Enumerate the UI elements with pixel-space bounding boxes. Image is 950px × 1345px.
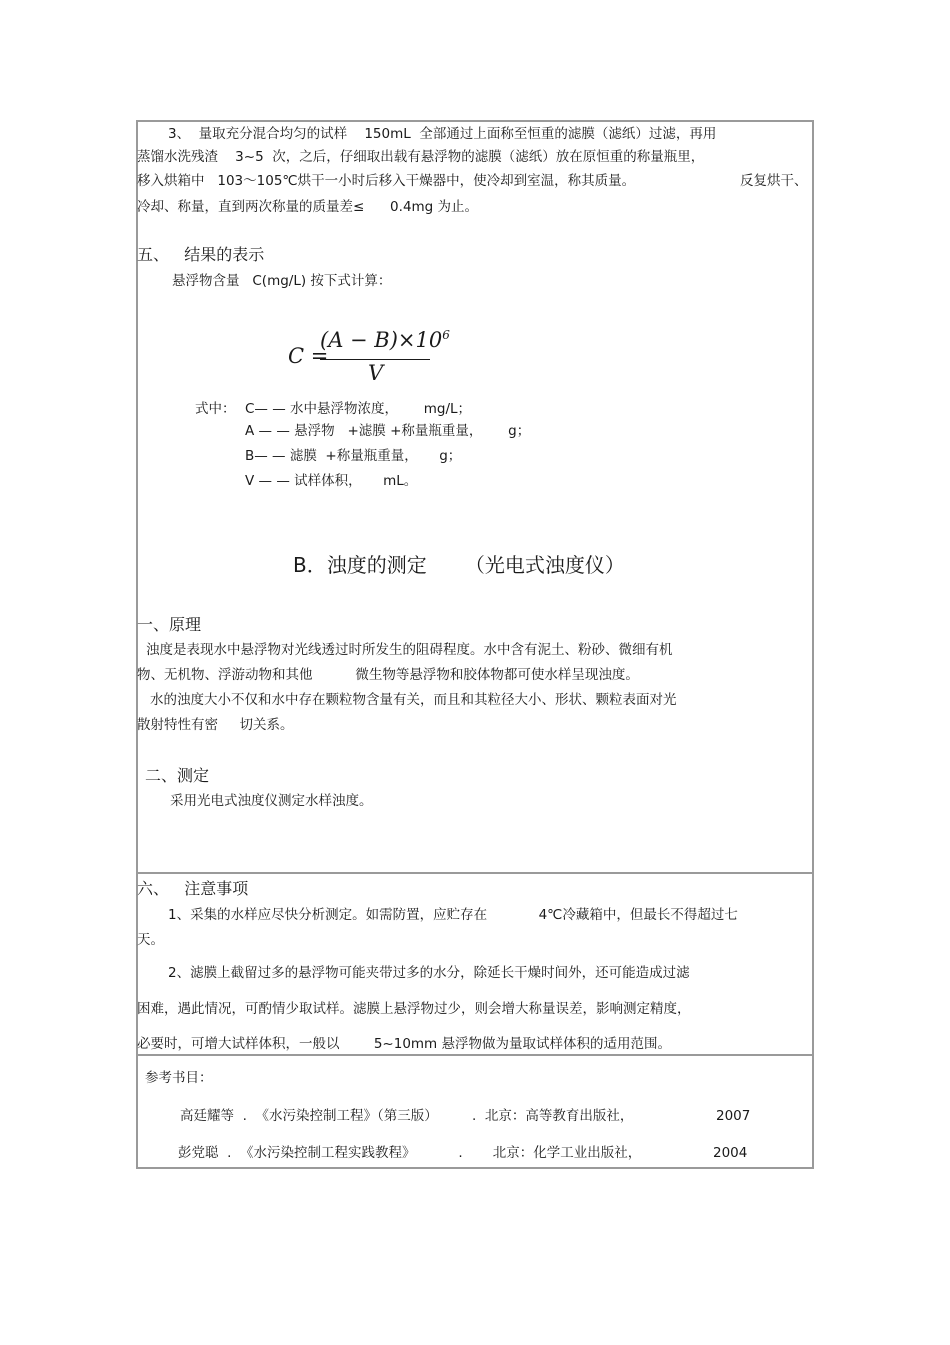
formula-numerator: $(A - B)\times 10^6$ — [320, 328, 450, 352]
note2-line1: 2、滤膜上截留过多的悬浮物可能夹带过多的水分，除延长干燥时间外，还可能造成过滤 — [168, 965, 690, 981]
principle-heading: 一、原理 — [137, 615, 202, 634]
section-b-title: B．浊度的测定 （光电式浊度仪） — [293, 553, 625, 577]
note1-line1: 1、采集的水样应尽快分析测定。如需防置，应贮存在 4℃冷藏箱中，但最长不得超过七 — [168, 907, 738, 923]
note2-line3: 必要时，可增大试样体积，一般以 5~10mm 悬浮物做为量取试样体积的适用范围。 — [137, 1036, 672, 1052]
results-intro: 悬浮物含量 C(mg/L) 按下式计算： — [172, 273, 392, 289]
row-divider-references — [136, 1054, 814, 1056]
def-a: A — — 悬浮物 +滤膜 +称量瓶重量， g； — [245, 423, 531, 439]
def-v: V — — 试样体积， mL。 — [245, 473, 418, 489]
references-heading: 参考书目： — [145, 1070, 213, 1086]
principle-line3: 水的浊度大小不仅和水中存在颗粒物含量有关，而且和其粒径大小、形状、颗粒表面对光 — [150, 692, 677, 708]
step3-line2: 蒸馏水洗残渣 3~5 次，之后，仔细取出载有悬浮物的滤膜（滤纸）放在原恒重的称量瓶里， — [137, 149, 705, 165]
notes-heading: 六、 注意事项 — [137, 879, 249, 898]
principle-line2: 物、无机物、浮游动物和其他 微生物等悬浮物和胶体物都可使水样呈现浊度。 — [137, 667, 639, 683]
reference-2-year: 2004 — [713, 1145, 748, 1161]
formula-denominator: V — [368, 361, 384, 385]
principle-line4: 散射特性有密 切关系。 — [137, 717, 294, 733]
def-c: C— — 水中悬浮物浓度， mg/L； — [245, 401, 472, 417]
step3-line3-end: 反复烘干、 — [740, 173, 808, 189]
reference-1-year: 2007 — [716, 1108, 751, 1124]
results-heading: 五、 结果的表示 — [137, 245, 265, 264]
row-divider-notes — [136, 872, 814, 874]
note2-line2: 困难，遇此情况，可酌情少取试样。滤膜上悬浮物过少，则会增大称量误差，影响测定精度， — [137, 1001, 691, 1017]
def-b: B— — 滤膜 +称量瓶重量， g； — [245, 448, 462, 464]
step3-line4: 冷却、称量，直到两次称量的质量差≤ 0.4mg 为止。 — [137, 199, 479, 215]
reference-1: 高廷耀等 . 《水污染控制工程》（第三版） . 北京：高等教育出版社， — [180, 1108, 634, 1124]
where-label: 式中： — [195, 401, 236, 417]
measurement-heading: 二、测定 — [145, 766, 210, 785]
step3-line1: 3、 量取充分混合均匀的试样 150mL 全部通过上面称至恒重的滤膜（滤纸）过滤，再用 — [168, 126, 717, 142]
formula-lhs: C = — [288, 344, 329, 368]
note1-line2: 天。 — [137, 932, 164, 948]
measurement-text: 采用光电式浊度仪测定水样浊度。 — [170, 793, 373, 809]
step3-line3: 移入烘箱中 103～105℃烘干一小时后移入干燥器中，使冷却到室温，称其质量。 — [137, 173, 636, 189]
reference-2: 彭党聪 . 《水污染控制工程实践教程》 . 北京：化学工业出版社， — [178, 1145, 642, 1161]
principle-line1: 浊度是表现水中悬浮物对光线透过时所发生的阻碍程度。水中含有泥土、粉砂、微细有机 — [146, 642, 673, 658]
formula-fraction-bar — [320, 359, 430, 360]
